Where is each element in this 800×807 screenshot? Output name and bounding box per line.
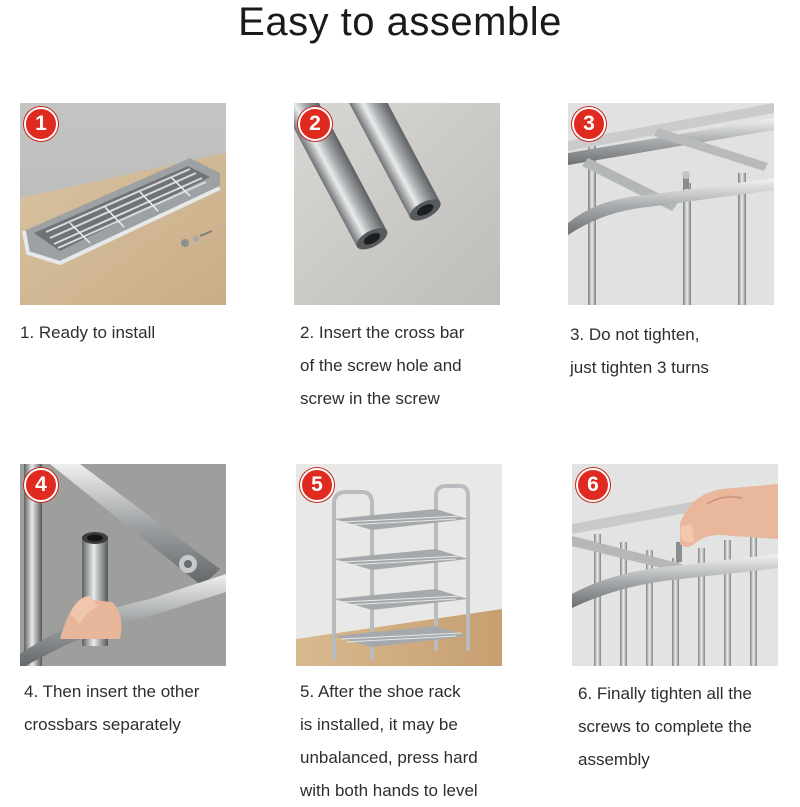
- step-6-photo: [572, 464, 778, 666]
- step-6-caption: [578, 677, 752, 776]
- page-title: Easy to assemble: [238, 0, 562, 44]
- caption-line: with both hands to level: [300, 781, 478, 800]
- caption-line: screw in the screw: [300, 389, 440, 408]
- step-number-badge: 3: [572, 107, 606, 141]
- step-4-photo: [20, 464, 226, 666]
- caption-line: 3. Do not tighten,: [570, 325, 700, 344]
- step-2-caption: [300, 316, 464, 415]
- caption-line: 5. After the shoe rack: [300, 682, 461, 701]
- caption-line: of the screw hole and: [300, 356, 462, 375]
- caption-line: assembly: [578, 750, 650, 769]
- step-1-photo: [20, 103, 226, 305]
- step-number-badge: 2: [298, 107, 332, 141]
- step-5-caption: [300, 675, 478, 807]
- caption-line: is installed, it may be: [300, 715, 458, 734]
- step-3-photo: [568, 103, 774, 305]
- caption-line: unbalanced, press hard: [300, 748, 478, 767]
- caption-line: 1. Ready to install: [20, 323, 156, 342]
- caption-line: 2. Insert the cross bar: [300, 323, 465, 342]
- step-number-badge: 5: [300, 468, 334, 502]
- caption-line: 6. Finally tighten all the: [578, 684, 752, 703]
- step-1-caption: [20, 316, 155, 349]
- step-3-caption: [570, 318, 709, 384]
- step-number-badge: 6: [576, 468, 610, 502]
- step-number-badge: 1: [24, 107, 58, 141]
- step-4-caption: [24, 675, 199, 741]
- caption-line: screws to complete the: [578, 717, 752, 736]
- caption-line: 4. Then insert the other: [24, 682, 200, 701]
- step-2-photo: [294, 103, 500, 305]
- step-number-badge: 4: [24, 468, 58, 502]
- caption-line: crossbars separately: [24, 715, 181, 734]
- step-5-photo: [296, 464, 502, 666]
- caption-line: just tighten 3 turns: [570, 358, 709, 377]
